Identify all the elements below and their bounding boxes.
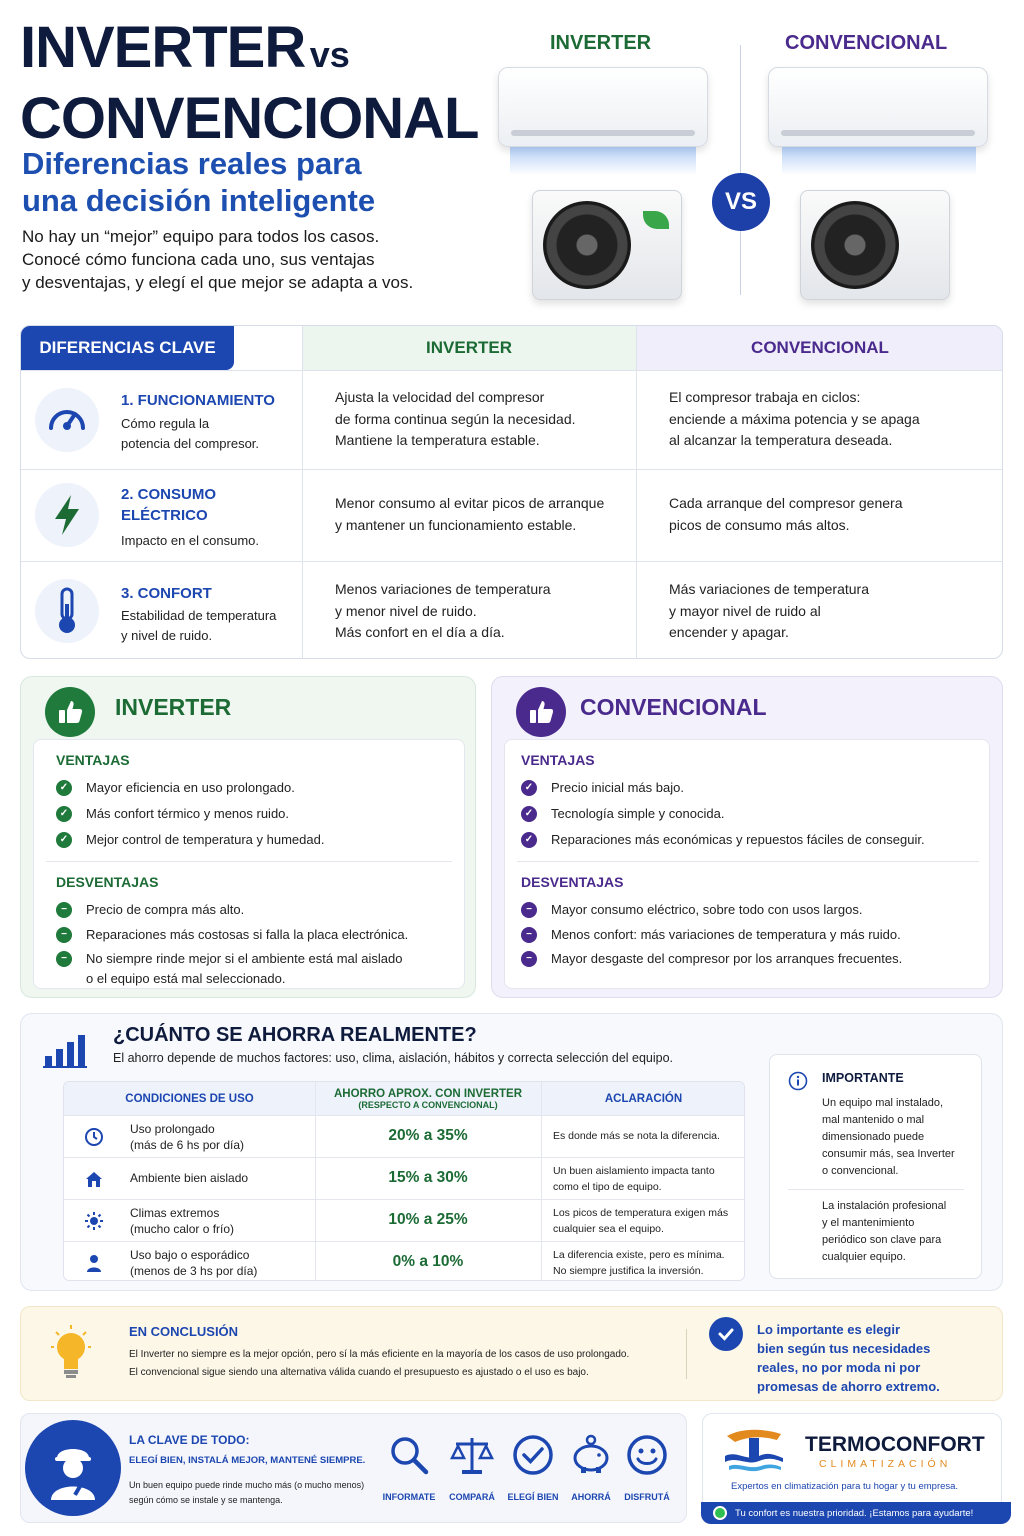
convencional-outdoor-unit-image — [800, 190, 950, 300]
check-icon: ✓ — [521, 780, 537, 796]
savings-title: ¿CUÁNTO SE AHORRA REALMENTE? — [113, 1024, 477, 1046]
minus-icon: − — [56, 927, 72, 943]
check-icon: ✓ — [56, 832, 72, 848]
convencional-panel-title: CONVENCIONAL — [580, 694, 767, 720]
diff-cell-convencional: Más variaciones de temperatura y mayor nivel de ruido al encender y apagar. — [669, 581, 869, 640]
list-item: ✓ Mayor eficiencia en uso prolongado. — [56, 778, 295, 798]
diff-header-key: DIFERENCIAS CLAVE — [21, 326, 234, 370]
important-text: La instalación profesional y el mantenimiento periódico son clave para cualquier equipo. — [822, 1200, 947, 1263]
key-footer-panel — [20, 1413, 687, 1523]
hero-description — [22, 225, 462, 294]
brand-subtitle: CLIMATIZACIÓN — [819, 1458, 952, 1470]
diff-row-title: 3. CONFORT — [121, 585, 212, 602]
diff-row — [21, 561, 1003, 659]
brand-tagline: Expertos en climatización para tu hogar y tu empresa. — [731, 1481, 959, 1492]
savings-table — [63, 1081, 745, 1281]
table-cell: Ambiente bien aislado — [130, 1171, 249, 1185]
list-item: − Reparaciones más costosas si falla la placa electrónica. — [56, 925, 408, 945]
table-cell: Climas extremos (mucho calor o frío) — [130, 1206, 235, 1236]
title-convencional: CONVENCIONAL — [20, 86, 479, 151]
termoconfort-logo — [723, 1426, 785, 1478]
diff-row-title: 2. CONSUMO ELÉCTRICO — [121, 486, 217, 524]
diff-cell-inverter: Menor consumo al evitar picos de arranque y mantener un funcionamiento estable. — [335, 495, 605, 533]
whatsapp-icon — [713, 1506, 727, 1520]
table-cell: Los picos de temperatura exigen más cualquier sea el equipo. — [553, 1207, 729, 1235]
diff-cell-inverter: Ajusta la velocidad del compresor de forma continua según la necesidad. Mantiene la temperatura estable. — [335, 389, 576, 448]
convencional-pros-cons-panel — [491, 676, 1003, 998]
inverter-panel-title: INVERTER — [115, 694, 232, 720]
airflow-graphic — [782, 147, 976, 175]
check-icon: ✓ — [521, 832, 537, 848]
diff-row-desc: Cómo regula la potencia del compresor. — [121, 416, 260, 451]
savings-section — [20, 1013, 1003, 1291]
clock-icon — [84, 1127, 104, 1147]
thumbs-up-icon — [45, 687, 95, 737]
table-cell-value: 15% a 30% — [388, 1169, 468, 1186]
check-icon: ✓ — [56, 806, 72, 822]
house-icon — [84, 1169, 104, 1189]
list-item: − Menos confort: más variaciones de temperatura y más ruido. — [521, 925, 901, 945]
list-item: ✓ Mejor control de temperatura y humedad. — [56, 830, 324, 850]
info-icon — [788, 1071, 808, 1095]
hero-subtitle — [22, 145, 442, 219]
airflow-graphic — [510, 147, 696, 175]
table-row — [64, 1115, 745, 1157]
piggy-bank-icon — [561, 1434, 621, 1480]
diff-row-desc: Impacto en el consumo. — [121, 533, 260, 548]
key-title: LA CLAVE DE TODO: — [129, 1433, 250, 1447]
lightning-icon — [35, 483, 99, 547]
desc-line: Conocé cómo funciona cada uno, sus ventajas — [22, 250, 375, 269]
table-cell: Uso prolongado (más de 6 hs por día) — [130, 1122, 245, 1152]
list-item: ✓ Más confort térmico y menos ruido. — [56, 804, 289, 824]
diff-cell-convencional: El compresor trabaja en ciclos: enciende a máxima potencia y se apaga al alcanzar la temperatura deseada. — [669, 389, 920, 448]
brand-panel — [702, 1413, 1002, 1523]
whatsapp-text: Tu confort es nuestra prioridad. ¡Estamos para ayudarte! — [735, 1507, 974, 1519]
thumbs-up-icon — [516, 687, 566, 737]
table-cell: Uso bajo o esporádico (menos de 3 hs por día) — [130, 1248, 258, 1278]
inverter-pros-cons-card — [33, 739, 465, 989]
ventajas-heading: VENTAJAS — [56, 752, 130, 768]
key-motto: ELEGÍ BIEN, INSTALÁ MEJOR, MANTENÉ SIEMPRE. — [129, 1455, 366, 1466]
important-title: IMPORTANTE — [822, 1071, 904, 1085]
diff-row — [21, 370, 1003, 469]
key-description: Un buen equipo puede rinde mucho más (o mucho menos) según cómo se instale y se mantenga. — [129, 1480, 365, 1505]
thermometer-icon — [35, 579, 99, 643]
desventajas-heading: DESVENTAJAS — [56, 874, 159, 890]
leaf-icon — [643, 211, 669, 229]
diff-cell-inverter: Menos variaciones de temperatura y menor nivel de ruido. Más confort en el día a día. — [335, 581, 551, 640]
sun-icon — [84, 1211, 104, 1231]
magnifier-icon — [379, 1434, 439, 1480]
diff-header-inverter: INVERTER — [302, 326, 636, 370]
list-item: − Mayor consumo eléctrico, sobre todo con usos largos. — [521, 900, 862, 920]
minus-icon: − — [56, 902, 72, 918]
inverter-indoor-unit-image — [498, 67, 708, 147]
smiley-icon — [617, 1434, 677, 1480]
ventajas-heading: VENTAJAS — [521, 752, 595, 768]
list-item: ✓ Reparaciones más económicas y repuestos fáciles de conseguir. — [521, 830, 925, 850]
convencional-indoor-unit-image — [768, 67, 988, 147]
brand-name: TERMOCONFORT — [805, 1433, 985, 1456]
divider — [788, 1189, 964, 1190]
table-cell-value: 10% a 25% — [388, 1211, 468, 1228]
table-row — [64, 1199, 745, 1241]
subtitle-line: una decisión inteligente — [22, 183, 376, 218]
important-text: Un equipo mal instalado, mal mantenido o mal dimensionado puede consumir más, sea Inverter o convencional. — [822, 1097, 955, 1177]
col-header-aclaracion: ACLARACIÓN — [541, 1082, 745, 1115]
col-header-ahorro: AHORRO APROX. CON INVERTER (RESPECTO A CONVENCIONAL) — [315, 1082, 541, 1115]
vs-badge: VS — [712, 173, 770, 231]
minus-icon: − — [521, 927, 537, 943]
savings-subtitle: El ahorro depende de muchos factores: uso, clima, aislación, hábitos y correcta selección del equipo. — [113, 1051, 674, 1065]
title-vs: vs — [309, 34, 350, 75]
conclusion-highlight: Lo importante es elegir bien según tus necesidades reales, no por moda ni por promesas de ahorro extremo. — [757, 1322, 940, 1394]
diff-row-title: 1. FUNCIONAMIENTO — [121, 392, 275, 409]
check-icon: ✓ — [56, 780, 72, 796]
table-cell-value: 0% a 10% — [392, 1253, 464, 1270]
subtitle-line: Diferencias reales para — [22, 146, 362, 181]
list-item: ✓ Precio inicial más bajo. — [521, 778, 684, 798]
header-label-inverter: INVERTER — [550, 32, 652, 54]
check-icon: ✓ — [521, 806, 537, 822]
diff-header-convencional: CONVENCIONAL — [636, 326, 1003, 370]
list-item: − Precio de compra más alto. — [56, 900, 244, 920]
diff-row-desc: Estabilidad de temperatura y nivel de ruido. — [121, 608, 277, 643]
step-label: COMPARÁ — [449, 1492, 495, 1502]
step-label: AHORRÁ — [571, 1492, 611, 1502]
divider — [686, 1329, 687, 1379]
inverter-outdoor-unit-image — [532, 190, 682, 300]
inverter-pros-cons-panel — [20, 676, 476, 998]
list-item: − Mayor desgaste del compresor por los arranques frecuentes. — [521, 949, 902, 969]
step-label: INFORMATE — [382, 1492, 436, 1502]
list-item: ✓ Tecnología simple y conocida. — [521, 804, 724, 824]
conclusion-text: El convencional sigue siendo una alternativa válida cuando el presupuesto es ajustado o el uso es bajo. — [129, 1367, 589, 1378]
speedometer-icon — [35, 388, 99, 452]
table-row — [64, 1157, 745, 1199]
technician-icon — [25, 1420, 121, 1516]
bar-chart-icon — [43, 1032, 87, 1072]
table-cell: La diferencia existe, pero es mínima. No siempre justifica la inversión. — [553, 1249, 725, 1277]
diff-cell-convencional: Cada arranque del compresor genera picos de consumo más altos. — [669, 495, 903, 533]
minus-icon: − — [521, 951, 537, 967]
divider — [517, 861, 979, 862]
important-box — [769, 1054, 982, 1279]
person-icon — [84, 1253, 104, 1273]
convencional-pros-cons-card — [504, 739, 990, 989]
lightbulb-icon — [49, 1325, 93, 1387]
conclusion-title: EN CONCLUSIÓN — [129, 1324, 239, 1339]
hero-title — [20, 15, 479, 151]
table-row — [64, 1241, 745, 1281]
list-item: − No siempre rinde mejor si el ambiente está mal aislado o el equipo está mal seleccionado. — [56, 949, 402, 989]
divider — [740, 45, 741, 295]
whatsapp-banner[interactable] — [701, 1502, 1011, 1524]
scale-icon — [442, 1434, 502, 1480]
conclusion-section — [20, 1306, 1003, 1401]
desc-line: No hay un “mejor” equipo para todos los casos. — [22, 227, 380, 246]
minus-icon: − — [521, 902, 537, 918]
table-cell-value: 20% a 35% — [388, 1127, 468, 1144]
table-cell: Es donde más se nota la diferencia. — [553, 1130, 720, 1142]
col-header-condiciones: CONDICIONES DE USO — [64, 1082, 315, 1115]
minus-icon: − — [56, 951, 72, 967]
divider — [46, 861, 452, 862]
diff-row — [21, 469, 1003, 561]
desc-line: y desventajas, y elegí el que mejor se adapta a vos. — [22, 273, 414, 292]
check-circle-icon — [503, 1434, 563, 1480]
step-label: DISFRUTÁ — [624, 1492, 670, 1502]
desventajas-heading: DESVENTAJAS — [521, 874, 624, 890]
step-label: ELEGÍ BIEN — [507, 1492, 559, 1502]
check-circle-icon — [709, 1317, 743, 1351]
title-inverter: INVERTER — [20, 15, 306, 80]
header-label-convencional: CONVENCIONAL — [785, 32, 948, 54]
table-cell: Un buen aislamiento impacta tanto como el tipo de equipo. — [553, 1165, 715, 1193]
differences-table — [20, 325, 1003, 659]
conclusion-text: El Inverter no siempre es la mejor opción, pero sí la más eficiente en la mayoría de los casos de uso prolongado. — [129, 1349, 630, 1360]
